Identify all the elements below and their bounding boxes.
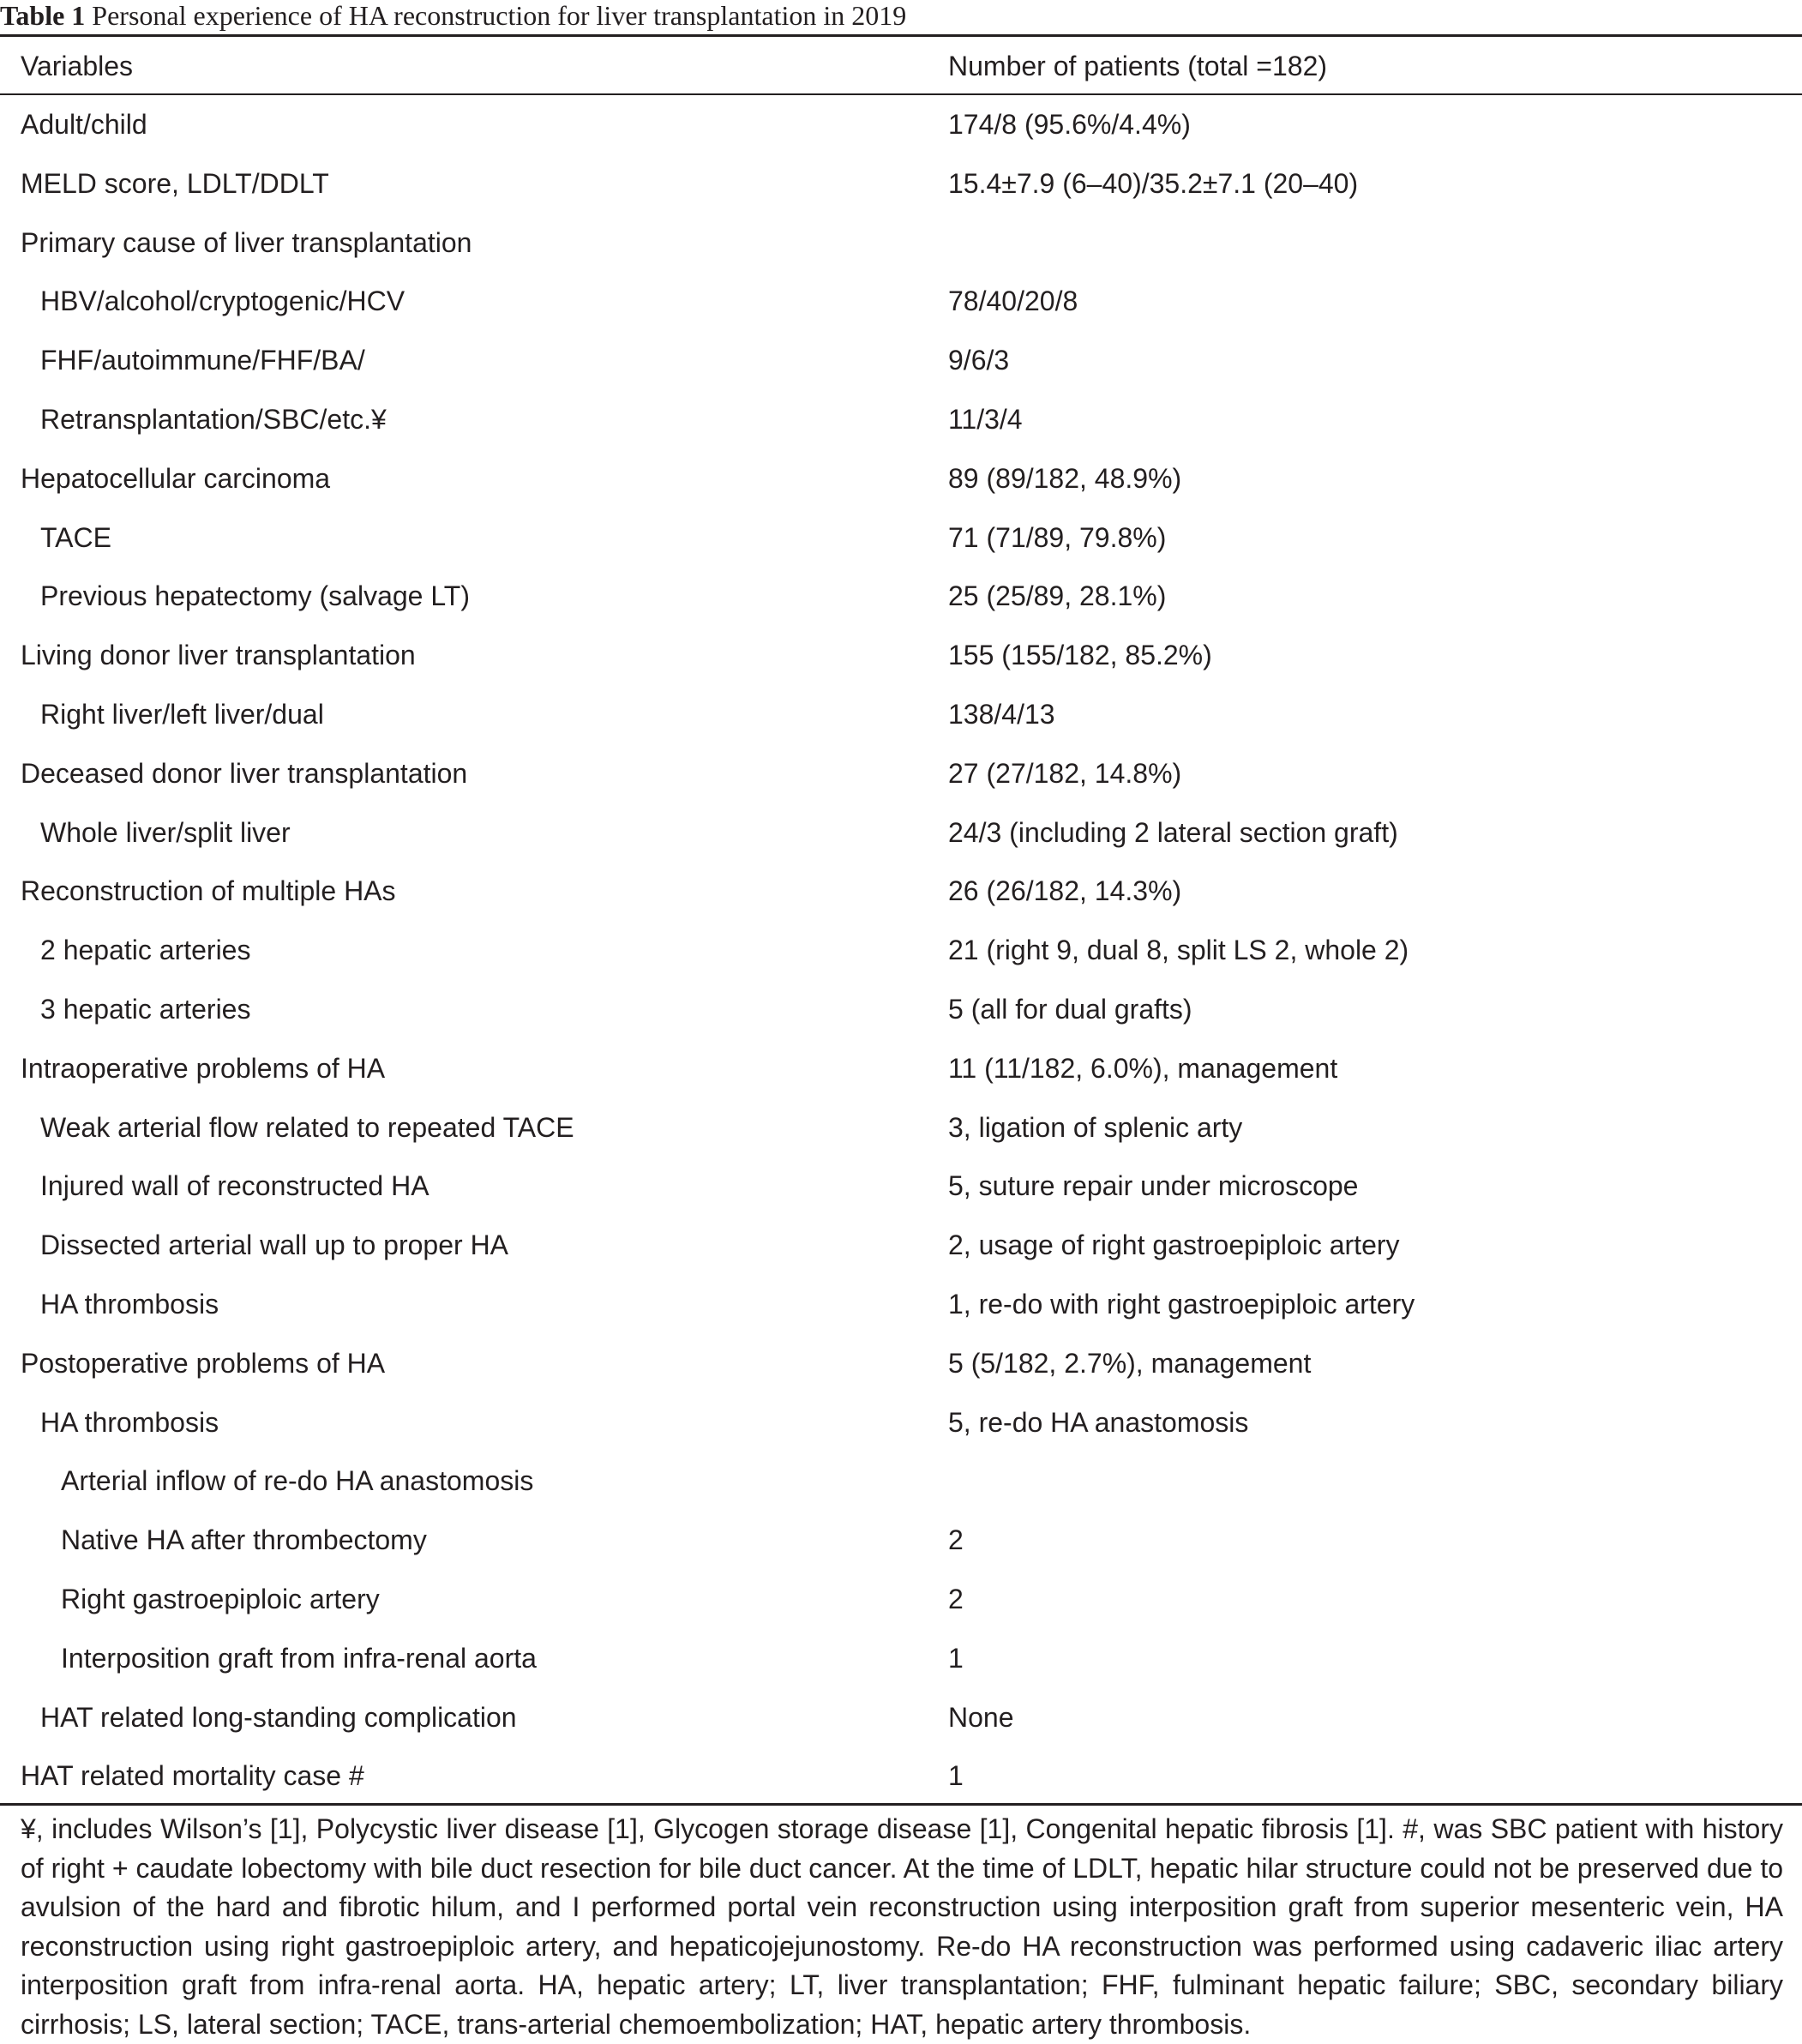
- table-row: [0, 1688, 1802, 1747]
- table-body: [0, 95, 1802, 1803]
- cell-variable: Injured wall of reconstructed HA: [40, 1170, 429, 1202]
- cell-value: 174/8 (95.6%/4.4%): [948, 109, 1191, 140]
- table-row: [0, 803, 1802, 863]
- table-row: [0, 1629, 1802, 1688]
- table-row: [0, 980, 1802, 1039]
- table-row: [0, 744, 1802, 803]
- cell-value: 11/3/4: [948, 404, 1023, 435]
- cell-variable: Arterial inflow of re-do HA anastomosis: [61, 1465, 534, 1497]
- cell-variable: Adult/child: [21, 109, 147, 140]
- cell-value: 2, usage of right gastroepiploic artery: [948, 1229, 1400, 1261]
- cell-value: 1, re-do with right gastroepiploic artery: [948, 1289, 1415, 1320]
- table-caption-label: Table 1: [0, 0, 86, 31]
- cell-variable: HA thrombosis: [40, 1289, 219, 1320]
- table-row: [0, 508, 1802, 568]
- table-row: [0, 449, 1802, 508]
- table-row: [0, 685, 1802, 744]
- cell-value: 1: [948, 1642, 964, 1674]
- table-row: [0, 1039, 1802, 1098]
- cell-variable: Retransplantation/SBC/etc.¥: [40, 404, 387, 435]
- cell-value: 21 (right 9, dual 8, split LS 2, whole 2): [948, 935, 1409, 966]
- cell-variable: HAT related mortality case #: [21, 1760, 364, 1792]
- table-row: [0, 1157, 1802, 1216]
- table-row: [0, 154, 1802, 213]
- cell-value: 3, ligation of splenic arty: [948, 1111, 1243, 1143]
- cell-variable: Reconstruction of multiple HAs: [21, 875, 396, 907]
- table-header-row: [0, 39, 1802, 93]
- header-number-of-patients: Number of patients (total =182): [948, 51, 1328, 81]
- cell-value: 138/4/13: [948, 699, 1055, 730]
- cell-value: 24/3 (including 2 lateral section graft): [948, 816, 1398, 848]
- table-row: [0, 1452, 1802, 1511]
- table-top-rule: [0, 34, 1802, 37]
- table-row: [0, 567, 1802, 626]
- cell-variable: Whole liver/split liver: [40, 816, 291, 848]
- cell-value: 15.4±7.9 (6–40)/35.2±7.1 (20–40): [948, 167, 1359, 199]
- header-variables: Variables: [21, 51, 134, 81]
- cell-value: 5, suture repair under microscope: [948, 1170, 1359, 1202]
- cell-variable: Right liver/left liver/dual: [40, 699, 324, 730]
- table-row: [0, 1216, 1802, 1275]
- cell-variable: TACE: [40, 521, 111, 553]
- cell-value: 1: [948, 1760, 964, 1792]
- table-row: [0, 213, 1802, 273]
- table-footnote: ¥, includes Wilson’s [1], Polycystic liver disease [1], Glycogen storage disease [1], Congenital hepatic fibrosis [1]. #, was SBC patient with history of right + caudate lobectomy with bile duct resection for bile duct cancer. At the time of LDLT, hepatic hilar structure could not be preserved due to avulsion of the hard and fibrotic hilum, and I performed portal vein reconstruction using interposition graft from superior mesenteric vein, HA reconstruction using right gastroepiploic artery, and hepaticojejunostomy. Re-do HA reconstruction was performed using cadaveric iliac artery interposition graft from infra-renal aorta. HA, hepatic artery; LT, liver transplantation; FHF, fulminant hepatic failure; SBC, secondary biliary cirrhosis; LS, lateral section; TACE, trans-arterial chemoembolization; HAT, hepatic artery thrombosis.: [21, 1813, 1783, 2040]
- cell-variable: Right gastroepiploic artery: [61, 1584, 380, 1614]
- cell-variable: Hepatocellular carcinoma: [21, 462, 331, 494]
- cell-value: 11 (11/182, 6.0%), management: [948, 1052, 1338, 1084]
- cell-value: 25 (25/89, 28.1%): [948, 580, 1167, 612]
- cell-variable: 2 hepatic arteries: [40, 935, 251, 966]
- cell-value: None: [948, 1701, 1014, 1733]
- cell-variable: Weak arterial flow related to repeated TACE: [40, 1111, 574, 1143]
- cell-variable: MELD score, LDLT/DDLT: [21, 167, 329, 199]
- table-row: [0, 1275, 1802, 1334]
- cell-variable: Deceased donor liver transplantation: [21, 757, 468, 789]
- cell-value: 78/40/20/8: [948, 286, 1078, 317]
- cell-variable: Previous hepatectomy (salvage LT): [40, 580, 470, 612]
- cell-variable: Living donor liver transplantation: [21, 640, 416, 671]
- table-caption-title: Personal experience of HA reconstruction for liver transplantation in 2019: [92, 0, 907, 31]
- cell-value: 2: [948, 1524, 964, 1556]
- cell-value: 5 (5/182, 2.7%), management: [948, 1347, 1312, 1379]
- cell-variable: HAT related long-standing complication: [40, 1701, 517, 1733]
- table-row: [0, 921, 1802, 980]
- table-row: [0, 1746, 1802, 1806]
- cell-variable: Postoperative problems of HA: [21, 1347, 386, 1379]
- table-row: [0, 390, 1802, 449]
- cell-variable: FHF/autoimmune/FHF/BA/: [40, 345, 365, 376]
- cell-value: 5 (all for dual grafts): [948, 994, 1192, 1025]
- table-row: [0, 1511, 1802, 1570]
- table-row: [0, 862, 1802, 921]
- table-row: [0, 331, 1802, 390]
- table-row: [0, 1098, 1802, 1157]
- table-row: [0, 95, 1802, 154]
- table-row: [0, 1393, 1802, 1452]
- cell-variable: HA thrombosis: [40, 1406, 219, 1438]
- table-row: [0, 626, 1802, 685]
- cell-variable: 3 hepatic arteries: [40, 994, 251, 1025]
- cell-value: 2: [948, 1584, 964, 1614]
- cell-variable: Native HA after thrombectomy: [61, 1524, 427, 1556]
- cell-variable: Dissected arterial wall up to proper HA: [40, 1229, 509, 1261]
- table-row: [0, 1334, 1802, 1393]
- cell-variable: Intraoperative problems of HA: [21, 1052, 386, 1084]
- cell-variable: Interposition graft from infra-renal aorta: [61, 1642, 537, 1674]
- cell-variable: Primary cause of liver transplantation: [21, 226, 472, 258]
- table-row: [0, 1570, 1802, 1629]
- cell-value: 89 (89/182, 48.9%): [948, 462, 1182, 494]
- table-row: [0, 272, 1802, 331]
- cell-value: 71 (71/89, 79.8%): [948, 521, 1167, 553]
- cell-value: 155 (155/182, 85.2%): [948, 640, 1212, 671]
- cell-value: 26 (26/182, 14.3%): [948, 875, 1182, 907]
- cell-value: 27 (27/182, 14.8%): [948, 757, 1182, 789]
- cell-variable: HBV/alcohol/cryptogenic/HCV: [40, 286, 405, 317]
- cell-value: 9/6/3: [948, 345, 1010, 376]
- table-caption: [0, 0, 906, 34]
- table-bottom-rule: [0, 1803, 1802, 1806]
- cell-value: 5, re-do HA anastomosis: [948, 1406, 1249, 1438]
